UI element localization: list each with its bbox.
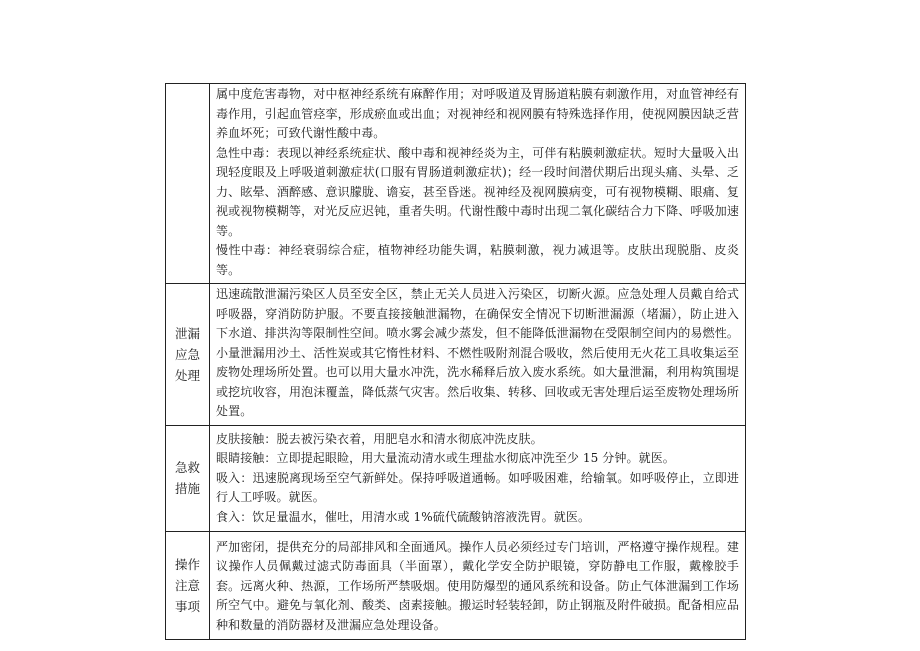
ingestion-paragraph: 食入：饮足量温水，催吐，用清水或 1%硫代硫酸钠溶液洗胃。就医。 (216, 509, 591, 524)
section-content-health (210, 84, 746, 284)
section-row-op (166, 531, 746, 639)
label-line: 泄漏 (174, 325, 200, 341)
section-label-op (166, 531, 210, 639)
inhalation-paragraph: 吸入：迅速脱离现场至空气新鲜处。保持呼吸道通畅。如呼吸困难，给输氧。如呼吸停止，立即进行人工呼吸。就医。 (216, 470, 739, 505)
section-label-health (166, 84, 210, 284)
section-label-leak (166, 284, 210, 426)
section-content-op (210, 531, 746, 639)
label-line: 措施 (174, 481, 200, 496)
label-line: 应急 (174, 346, 200, 362)
section-row-aid (166, 425, 746, 531)
label-line: 处理 (174, 367, 200, 383)
label-line: 事项 (174, 598, 200, 614)
skin-contact-paragraph: 皮肤接触：脱去被污染衣着，用肥皂水和清水彻底冲洗皮肤。 (216, 431, 543, 446)
eye-contact-paragraph: 眼睛接触：立即提起眼睑，用大量流动清水或生理盐水彻底冲洗至少 15 分钟。就医。 (216, 451, 675, 466)
leak-response-paragraph: 迅速疏散泄漏污染区人员至安全区，禁止无关人员进入污染区，切断火源。应急处理人员戴自给式呼吸器，穿消防防护服。不要直接接触泄漏物，在确保安全情况下切断泄漏源（堵漏），防止进入下水道、排洪沟等限制性空间。喷水雾会减少蒸发，但不能降低泄漏物在受限制空间内的易燃性。小量泄漏用沙土、活性炭或其它惰性材料、不燃性吸附剂混合吸收，然后使用无火花工具收集运至废物处理场所处置。也可以用大量水冲洗，洗水稀释后放入废水系统。如大量泄漏，利用构筑围堤或挖坑收容，用泡沫覆盖，降低蒸气灾害。然后收集、转移、回收或无害处理后运至废物处理场所处置。 (216, 287, 739, 418)
label-line: 操作 (174, 556, 200, 572)
section-label-aid (166, 425, 210, 531)
chronic-poisoning-paragraph: 慢性中毒：神经衰弱综合症，植物神经功能失调，粘膜刺激，视力减退等。皮肤出现脱脂、皮炎等。 (216, 243, 739, 277)
operation-precautions-paragraph: 严加密闭，提供充分的局部排风和全面通风。操作人员必须经过专门培训，严格遵守操作规程。建议操作人员佩戴过滤式防毒面具（半面罩），戴化学安全防护眼镜，穿防静电工作服，戴橡胶手套。远离火种、热源，工作场所严禁吸烟。使用防爆型的通风系统和设备。防止气体泄漏到工作场所空气中。避免与氧化剂、酸类、卤素接触。搬运时轻装轻卸，防止钢瓶及附件破损。配备相应品种和数量的消防器材及泄漏应急处理设备。 (216, 539, 739, 632)
label-line: 注意 (174, 577, 200, 593)
health-hazard-paragraph: 属中度危害毒物，对中枢神经系统有麻醉作用；对呼吸道及胃肠道粘膜有刺激作用，对血管神经有毒作用，引起血管痉挛，形成瘀血或出血；对视神经和视网膜有特殊选择作用，使视网膜因缺乏营养血坏死；可致代谢性酸中毒。 (216, 87, 739, 140)
section-content-aid (210, 425, 746, 531)
label-line: 急救 (174, 460, 200, 475)
section-row-health (166, 84, 746, 284)
msds-table (165, 83, 746, 640)
acute-poisoning-paragraph: 急性中毒：表现以神经系统症状、酸中毒和视神经炎为主，可伴有粘膜刺激症状。短时大量吸入出现轻度眼及上呼吸道刺激症状(口服有胃肠道刺激症状)；经一段时间潜伏期后出现头痛、头晕、乏力、眩晕、酒醉感、意识朦胧、谵妄，甚至昏迷。视神经及视网膜病变，可有视物模糊、眼痛、复视或视物模糊等，对光反应迟钝，重者失明。代谢性酸中毒时出现二氧化碳结合力下降、呼吸加速等。 (216, 145, 739, 238)
section-row-leak (166, 284, 746, 426)
section-content-leak (210, 284, 746, 426)
